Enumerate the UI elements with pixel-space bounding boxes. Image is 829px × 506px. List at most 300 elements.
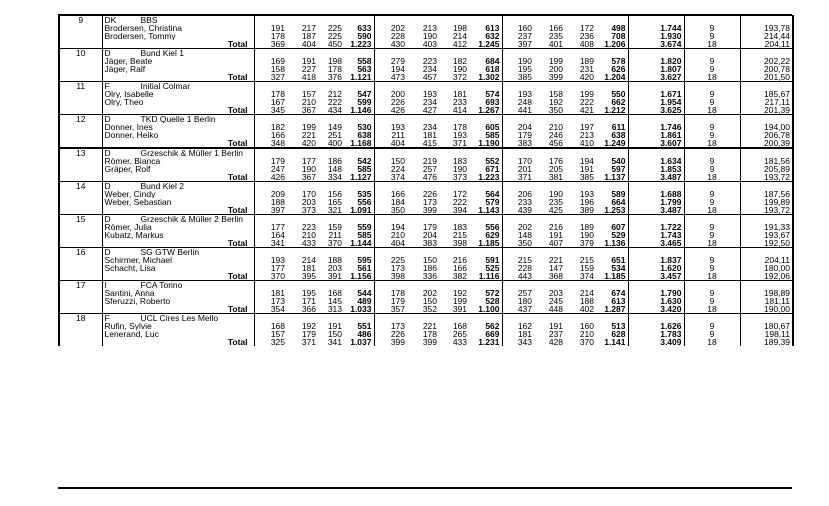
game-score: 191: [327, 322, 342, 330]
block-sum: 1.168: [344, 139, 374, 148]
total-label: Total: [102, 106, 254, 115]
team-header-row: [59, 16, 793, 25]
game-score: 370: [579, 338, 594, 346]
block-sum: 550: [596, 90, 628, 98]
block-sum: 1.267: [469, 106, 502, 115]
game-score: 427: [422, 106, 437, 115]
country-code: D: [104, 247, 111, 256]
block-sum: 547: [344, 90, 374, 98]
game-score: 190: [579, 231, 594, 239]
game-score: 210: [390, 231, 405, 239]
game-score: 187: [301, 32, 316, 40]
game-score: 190: [422, 32, 437, 40]
block-sum: 1.136: [596, 239, 628, 248]
team-total-row: [59, 272, 793, 281]
block-sum: 498: [596, 24, 628, 32]
game-score: 350: [390, 206, 405, 215]
game-score: 437: [517, 305, 532, 314]
country-code: F: [104, 313, 110, 322]
games-count: 18: [684, 272, 740, 281]
block-sum: 585: [344, 231, 374, 239]
team-name: Bund Kiel 1: [140, 48, 184, 57]
average: 193,78: [740, 24, 793, 32]
game-score: 160: [517, 24, 532, 32]
game-score: 345: [270, 106, 285, 115]
game-score: 190: [452, 65, 467, 73]
average: 193,67: [740, 231, 793, 239]
player-name: Brodersen, Christina: [102, 24, 254, 32]
team-total-row: [59, 305, 793, 314]
game-score: 391: [452, 305, 467, 314]
game-score: 192: [548, 98, 563, 106]
games-count: 9: [684, 198, 740, 206]
game-score: 265: [452, 330, 467, 338]
game-score: 234: [422, 123, 437, 131]
game-score: 343: [517, 338, 532, 346]
player-row: [59, 198, 793, 206]
game-score: 341: [327, 338, 342, 346]
player-row: [59, 90, 793, 98]
game-score: 166: [548, 24, 563, 32]
game-score: 410: [579, 139, 594, 148]
total-pins: 1.954: [628, 98, 684, 106]
block-sum: 605: [469, 123, 502, 131]
block-sum: 558: [344, 57, 374, 65]
games-count: 9: [684, 98, 740, 106]
player-name: Olry, Theo: [102, 98, 254, 106]
total-pins: 1.820: [628, 57, 684, 65]
block-sum: 1.127: [344, 173, 374, 182]
game-score: 225: [327, 32, 342, 40]
block-sum: 1.156: [344, 272, 374, 281]
team-name: BBS: [140, 15, 158, 24]
total-pins: 1.790: [628, 289, 684, 297]
total-label: Total: [102, 239, 254, 248]
block-sum: 693: [469, 98, 502, 106]
game-score: 216: [452, 256, 467, 264]
average: 180,67: [740, 322, 793, 330]
team-name: SG GTW Berlin: [140, 247, 200, 256]
block-sum: 542: [344, 157, 374, 165]
game-score: 372: [452, 73, 467, 82]
game-score: 188: [270, 198, 285, 206]
game-score: 399: [422, 338, 437, 346]
player-row: [59, 256, 793, 264]
game-score: 177: [270, 223, 285, 231]
game-score: 234: [422, 65, 437, 73]
game-score: 228: [517, 264, 532, 272]
game-score: 398: [390, 272, 405, 281]
game-score: 179: [390, 297, 405, 305]
block-sum: 662: [596, 98, 628, 106]
game-score: 173: [390, 264, 405, 272]
game-score: 212: [327, 90, 342, 98]
games-count: 9: [684, 289, 740, 297]
games-count: 9: [684, 157, 740, 165]
game-score: 222: [327, 98, 342, 106]
game-score: 385: [579, 173, 594, 182]
games-count: 9: [684, 57, 740, 65]
average: 192,06: [740, 272, 793, 281]
game-score: 199: [579, 90, 594, 98]
team-header-row: [59, 215, 793, 224]
game-score: 210: [301, 231, 316, 239]
game-score: 404: [390, 139, 405, 148]
block-sum: 556: [469, 223, 502, 231]
game-score: 182: [452, 57, 467, 65]
game-score: 199: [301, 123, 316, 131]
average: 214,44: [740, 32, 793, 40]
block-sum: 562: [469, 322, 502, 330]
player-row: [59, 131, 793, 139]
results-table: [58, 15, 794, 346]
game-score: 234: [422, 98, 437, 106]
block-sum: 535: [344, 190, 374, 198]
block-sum: 638: [596, 131, 628, 139]
block-sum: 528: [469, 297, 502, 305]
game-score: 183: [452, 157, 467, 165]
game-score: 213: [422, 24, 437, 32]
average: 181,11: [740, 297, 793, 305]
game-score: 178: [270, 32, 285, 40]
games-count: 18: [684, 106, 740, 115]
total-pins: 1.853: [628, 165, 684, 173]
game-score: 197: [579, 123, 594, 131]
game-score: 195: [517, 65, 532, 73]
total-pins: 3.487: [628, 173, 684, 182]
block-sum: 1.231: [469, 338, 502, 346]
average: 189,39: [740, 338, 793, 346]
game-score: 147: [548, 264, 563, 272]
block-sum: 1.144: [344, 239, 374, 248]
game-score: 397: [517, 40, 532, 49]
player-row: [59, 24, 793, 32]
game-score: 402: [579, 305, 594, 314]
game-score: 169: [270, 57, 285, 65]
game-score: 381: [548, 173, 563, 182]
total-label: Total: [102, 40, 254, 49]
average: 217,11: [740, 98, 793, 106]
games-count: 9: [684, 297, 740, 305]
block-sum: 595: [344, 256, 374, 264]
game-score: 193: [579, 190, 594, 198]
game-score: 181: [270, 289, 285, 297]
average: 204,11: [740, 256, 793, 264]
total-label: Total: [102, 73, 254, 82]
game-score: 408: [579, 40, 594, 49]
game-score: 181: [301, 264, 316, 272]
game-score: 179: [422, 223, 437, 231]
total-pins: 3.465: [628, 239, 684, 248]
game-score: 354: [270, 305, 285, 314]
average: 185,67: [740, 90, 793, 98]
game-score: 399: [422, 206, 437, 215]
game-score: 215: [517, 256, 532, 264]
game-score: 325: [270, 338, 285, 346]
country-code: F: [104, 81, 110, 90]
game-score: 433: [301, 239, 316, 248]
average: 187,56: [740, 190, 793, 198]
game-score: 198: [452, 24, 467, 32]
block-sum: 599: [344, 98, 374, 106]
game-score: 145: [327, 297, 342, 305]
game-score: 420: [301, 139, 316, 148]
block-sum: 574: [469, 90, 502, 98]
games-count: 18: [684, 40, 740, 49]
game-score: 171: [301, 297, 316, 305]
game-score: 223: [422, 57, 437, 65]
game-score: 200: [548, 65, 563, 73]
team-total-row: [59, 106, 793, 115]
block-sum: 486: [344, 330, 374, 338]
total-pins: 1.626: [628, 322, 684, 330]
game-score: 235: [548, 32, 563, 40]
game-score: 213: [579, 131, 594, 139]
game-score: 476: [422, 173, 437, 182]
block-sum: 708: [596, 32, 628, 40]
block-sum: 559: [344, 223, 374, 231]
game-score: 216: [548, 223, 563, 231]
player-row: [59, 322, 793, 330]
game-score: 158: [548, 90, 563, 98]
game-score: 168: [327, 289, 342, 297]
player-row: [59, 65, 793, 73]
total-label: Total: [102, 206, 254, 215]
average: 190,00: [740, 305, 793, 314]
team-name: Initial Colmar: [140, 81, 191, 90]
average: 204,11: [740, 40, 793, 49]
game-score: 211: [328, 231, 342, 239]
game-score: 225: [327, 24, 342, 32]
block-sum: 551: [344, 322, 374, 330]
average: 180,00: [740, 264, 793, 272]
average: 202,22: [740, 57, 793, 65]
rank-cell: 14: [59, 182, 102, 191]
team-name: UCL Cires Les Mello: [140, 313, 219, 322]
rank-cell: 18: [59, 314, 102, 323]
average: 201,50: [740, 73, 793, 82]
average: 181,56: [740, 157, 793, 165]
player-name: Sferuzzi, Roberto: [102, 297, 254, 305]
block-sum: 1.185: [596, 272, 628, 281]
player-name: Kubatz, Markus: [102, 231, 254, 239]
game-score: 369: [270, 40, 285, 49]
block-sum: 540: [596, 157, 628, 165]
block-sum: 1.100: [469, 305, 502, 314]
game-score: 202: [390, 24, 405, 32]
average: 194,00: [740, 123, 793, 131]
total-pins: 3.674: [628, 40, 684, 49]
player-row: [59, 190, 793, 198]
game-score: 401: [548, 40, 563, 49]
block-sum: 530: [344, 123, 374, 131]
game-score: 178: [270, 90, 285, 98]
block-sum: 561: [344, 264, 374, 272]
player-name: Weber, Cindy: [102, 190, 254, 198]
player-name: Schirmer, Michael: [102, 256, 254, 264]
team-total-row: [59, 173, 793, 182]
games-count: 9: [684, 131, 740, 139]
games-count: 9: [684, 322, 740, 330]
game-score: 210: [579, 330, 594, 338]
game-score: 209: [270, 190, 285, 198]
game-score: 434: [327, 106, 342, 115]
games-count: 9: [684, 32, 740, 40]
total-pins: 1.861: [628, 131, 684, 139]
player-name: Gräper, Rolf: [102, 165, 254, 173]
game-score: 441: [517, 106, 532, 115]
game-score: 215: [452, 231, 467, 239]
game-score: 177: [301, 157, 316, 165]
game-score: 426: [390, 106, 405, 115]
games-count: 9: [684, 190, 740, 198]
total-label: Total: [102, 338, 254, 346]
rank-cell: 10: [59, 49, 102, 58]
game-score: 214: [579, 289, 594, 297]
player-name: Rufin, Sylvie: [102, 322, 254, 330]
game-score: 159: [579, 264, 594, 272]
block-sum: 578: [596, 57, 628, 65]
game-score: 195: [301, 289, 316, 297]
team-header-row: [59, 148, 793, 157]
game-score: 173: [390, 322, 405, 330]
game-score: 150: [422, 297, 437, 305]
game-score: 168: [452, 322, 467, 330]
block-sum: 572: [469, 289, 502, 297]
game-score: 233: [452, 98, 467, 106]
block-sum: 564: [469, 190, 502, 198]
block-sum: 1.143: [469, 206, 502, 215]
game-score: 179: [270, 157, 285, 165]
game-score: 168: [270, 322, 285, 330]
game-score: 173: [422, 198, 437, 206]
games-count: 18: [684, 73, 740, 82]
game-score: 371: [452, 139, 467, 148]
team-total-row: [59, 239, 793, 248]
game-score: 370: [327, 239, 342, 248]
game-score: 149: [327, 123, 342, 131]
game-score: 321: [327, 206, 342, 215]
game-score: 233: [517, 198, 532, 206]
game-score: 457: [422, 73, 437, 82]
player-name: Donner, Heiko: [102, 131, 254, 139]
game-score: 178: [422, 330, 437, 338]
total-pins: 1.671: [628, 90, 684, 98]
game-score: 188: [327, 256, 342, 264]
game-score: 204: [422, 231, 437, 239]
game-score: 245: [548, 297, 563, 305]
country-code: D: [104, 181, 111, 190]
game-score: 473: [390, 73, 405, 82]
game-score: 181: [452, 90, 467, 98]
game-score: 157: [270, 330, 285, 338]
total-pins: 1.799: [628, 198, 684, 206]
game-score: 222: [452, 198, 467, 206]
rank-cell: 17: [59, 281, 102, 290]
block-sum: 633: [344, 24, 374, 32]
game-score: 150: [422, 256, 437, 264]
block-sum: 597: [596, 165, 628, 173]
game-score: 150: [390, 157, 405, 165]
game-score: 352: [422, 305, 437, 314]
block-sum: 589: [596, 190, 628, 198]
game-score: 433: [452, 338, 467, 346]
games-count: 18: [684, 139, 740, 148]
game-score: 189: [579, 223, 594, 231]
game-score: 173: [270, 297, 285, 305]
rank-cell: 9: [59, 16, 102, 25]
game-score: 202: [422, 289, 437, 297]
game-score: 397: [270, 206, 285, 215]
game-score: 226: [422, 190, 437, 198]
game-score: 336: [422, 272, 437, 281]
total-pins: 3.607: [628, 139, 684, 148]
block-sum: 1.116: [469, 272, 502, 281]
player-name: Römer, Julia: [102, 223, 254, 231]
game-score: 215: [579, 256, 594, 264]
total-pins: 3.457: [628, 272, 684, 281]
block-sum: 563: [344, 65, 374, 73]
block-sum: 579: [469, 198, 502, 206]
team-header-row: [59, 182, 793, 191]
game-score: 370: [270, 272, 285, 281]
game-score: 184: [390, 198, 405, 206]
game-score: 439: [517, 206, 532, 215]
game-score: 224: [390, 165, 405, 173]
block-sum: 1.223: [469, 173, 502, 182]
block-sum: 1.185: [469, 239, 502, 248]
game-score: 237: [548, 330, 563, 338]
total-pins: 3.420: [628, 305, 684, 314]
game-score: 373: [452, 173, 467, 182]
game-score: 190: [452, 165, 467, 173]
game-score: 448: [548, 305, 563, 314]
game-score: 236: [579, 32, 594, 40]
block-sum: 489: [344, 297, 374, 305]
team-total-row: [59, 73, 793, 82]
total-pins: 3.627: [628, 73, 684, 82]
game-score: 373: [301, 206, 316, 215]
game-score: 383: [517, 139, 532, 148]
game-score: 201: [517, 165, 532, 173]
block-sum: 552: [469, 157, 502, 165]
game-score: 246: [548, 131, 563, 139]
rank-cell: 12: [59, 115, 102, 124]
game-score: 257: [517, 289, 532, 297]
game-score: 367: [301, 173, 316, 182]
game-score: 160: [579, 322, 594, 330]
player-row: [59, 98, 793, 106]
game-score: 192: [452, 289, 467, 297]
block-sum: 626: [596, 65, 628, 73]
block-sum: 684: [469, 57, 502, 65]
game-score: 226: [390, 98, 405, 106]
game-score: 223: [301, 223, 316, 231]
block-sum: 1.033: [344, 305, 374, 314]
country-code: D: [104, 114, 111, 123]
game-score: 456: [548, 139, 563, 148]
game-score: 228: [390, 32, 405, 40]
game-score: 179: [301, 330, 316, 338]
game-score: 186: [422, 264, 437, 272]
player-row: [59, 330, 793, 338]
game-score: 176: [548, 157, 563, 165]
game-score: 421: [579, 106, 594, 115]
games-count: 18: [684, 338, 740, 346]
game-score: 150: [327, 330, 342, 338]
game-score: 235: [548, 198, 563, 206]
team-total-row: [59, 338, 793, 346]
